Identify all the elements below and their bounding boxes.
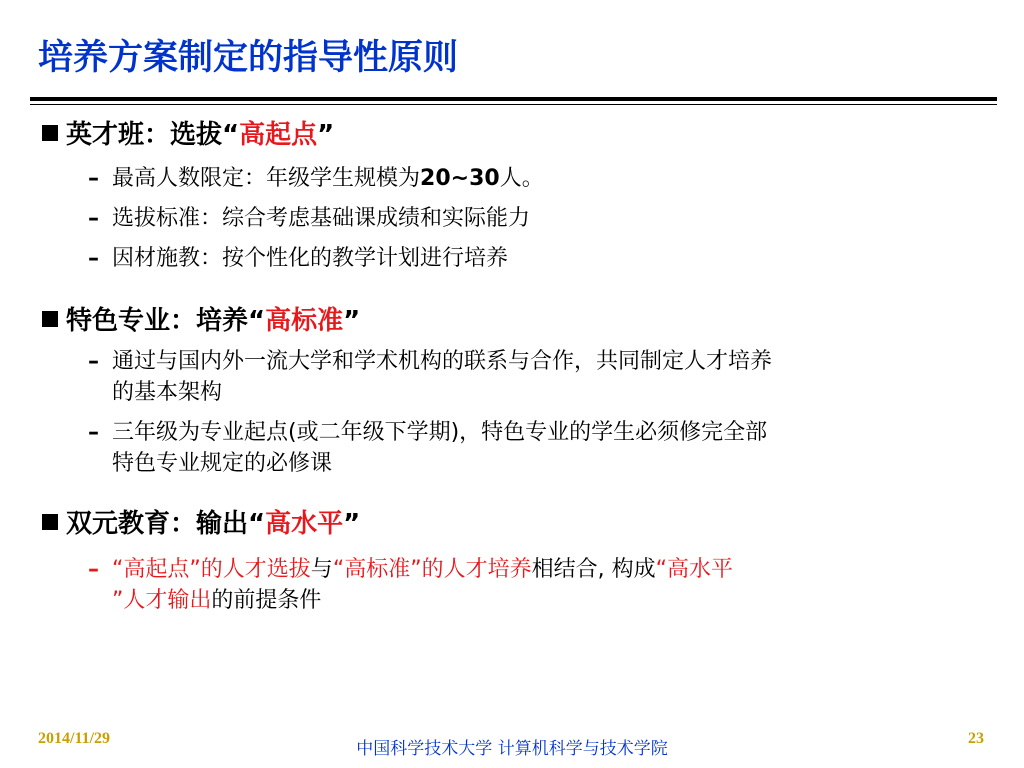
section-highlight: 高水平 <box>265 509 344 539</box>
item-text: 因材施教：按个性化的教学计划进行培养 <box>112 246 509 271</box>
open-quote: “ <box>248 306 266 336</box>
section-highlight: 高起点 <box>239 120 318 150</box>
item-text: 选拔标准：综合考虑基础课成绩和实际能力 <box>112 206 531 231</box>
item-red-part: “高起点”的人才选拔 <box>112 557 311 582</box>
item-text-line1: 三年级为专业起点(或二年级下学期)，特色专业的学生必须修完全部 <box>112 420 768 445</box>
item-part: 相结合, 构成 <box>531 557 656 582</box>
item-text-line2: 的基本架构 <box>112 380 223 405</box>
dash-bullet-icon: – <box>88 206 99 231</box>
dash-bullet-icon: – <box>88 246 99 271</box>
list-item <box>88 554 988 616</box>
section-label: 双元教育：输出 <box>66 509 249 539</box>
item-tail: 人。 <box>499 166 544 191</box>
dash-bullet-icon: – <box>88 557 99 582</box>
open-quote: “ <box>222 120 240 150</box>
list-item <box>88 163 988 194</box>
section-heading-1 <box>42 114 334 151</box>
dash-bullet-icon: – <box>88 349 99 374</box>
list-item <box>88 243 988 274</box>
list-item <box>88 417 988 479</box>
item-text-line2 <box>88 585 988 616</box>
section-label: 英才班：选拔 <box>66 120 223 150</box>
square-bullet-icon <box>42 125 58 141</box>
section-highlight: 高标准 <box>265 306 344 336</box>
footer-organization: 中国科学技术大学 计算机科学与技术学院 <box>356 739 668 759</box>
list-item <box>88 203 988 234</box>
footer-date: 2014/11/29 <box>38 730 111 747</box>
item-part: 的前提条件 <box>211 588 322 613</box>
open-quote: “ <box>248 509 266 539</box>
item-text-line1: 通过与国内外一流大学和学术机构的联系与合作，共同制定人才培养 <box>112 349 773 374</box>
dash-bullet-icon: – <box>88 166 99 191</box>
square-bullet-icon <box>42 514 58 530</box>
section-label: 特色专业：培养 <box>66 306 249 336</box>
section-heading-3 <box>42 503 360 540</box>
item-part: 与 <box>310 557 333 582</box>
close-quote: ” <box>317 120 335 150</box>
dash-bullet-icon: – <box>88 420 99 445</box>
item-text: 最高人数限定：年级学生规模为 <box>112 166 421 191</box>
title-divider-thick <box>30 97 997 101</box>
close-quote: ” <box>343 306 361 336</box>
item-red-part: ”人才输出 <box>112 588 212 613</box>
section-heading-2 <box>42 300 360 337</box>
square-bullet-icon <box>42 311 58 327</box>
item-red-part: “高标准”的人才培养 <box>332 557 532 582</box>
list-item <box>88 346 988 408</box>
item-bold-value: 20~30 <box>420 166 500 191</box>
slide-title: 培养方案制定的指导性原则 <box>38 38 459 78</box>
close-quote: ” <box>343 509 361 539</box>
title-divider-thin <box>30 104 997 105</box>
item-text-line2: 特色专业规定的必修课 <box>112 451 333 476</box>
page-number: 23 <box>968 730 984 747</box>
item-red-part: “高水平 <box>655 557 734 582</box>
